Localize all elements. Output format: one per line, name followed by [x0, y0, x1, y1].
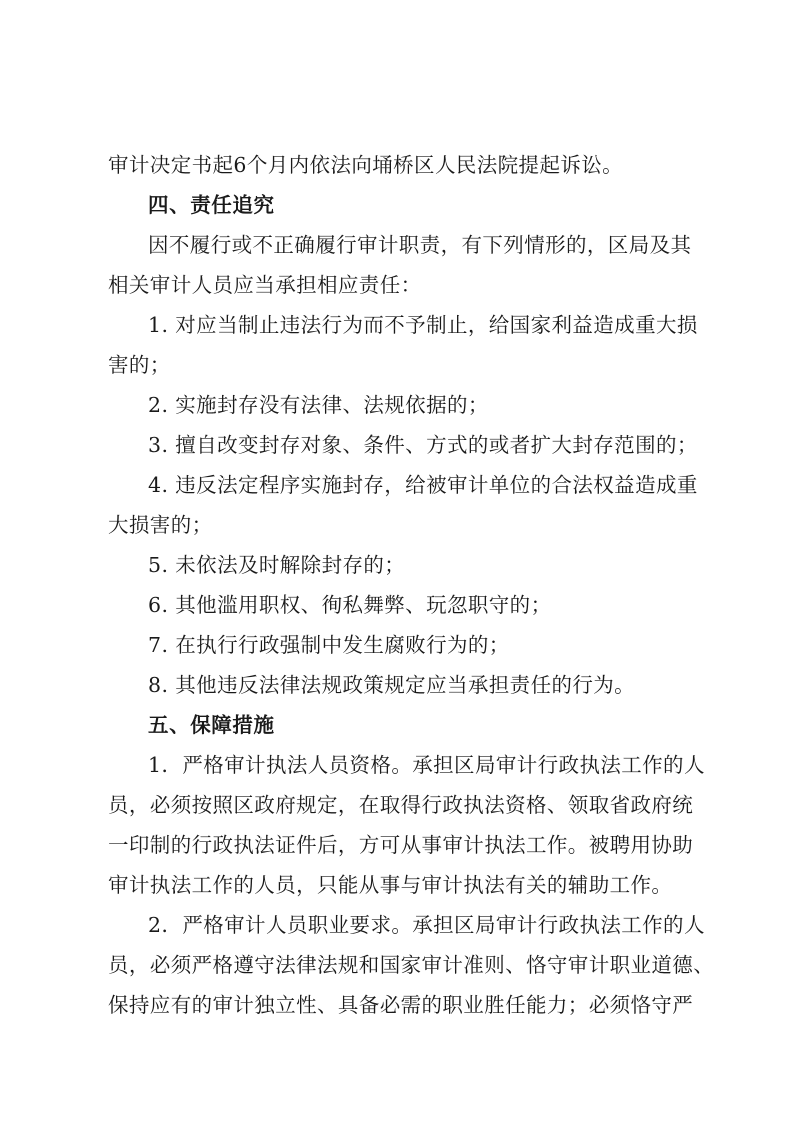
list-item: 1. 对应当制止违法行为而不予制止，给国家利益造成重大损	[148, 313, 698, 337]
body-line: 员，必须严格遵守法律法规和国家审计准则、恪守审计职业道德、	[108, 953, 715, 977]
list-item: 2．严格审计人员职业要求。承担区局审计行政执法工作的人	[148, 913, 705, 937]
list-item: 5. 未依法及时解除封存的；	[148, 553, 406, 577]
list-item: 2. 实施封存没有法律、法规依据的；	[148, 393, 489, 417]
list-item: 3. 擅自改变封存对象、条件、方式的或者扩大封存范围的；	[148, 433, 698, 457]
list-item: 8. 其他违反法律法规政策规定应当承担责任的行为。	[148, 673, 636, 697]
list-item: 6. 其他滥用职权、徇私舞弊、玩忽职守的；	[148, 593, 552, 617]
body-line: 害的；	[108, 353, 171, 377]
list-item: 7. 在执行行政强制中发生腐败行为的；	[148, 633, 510, 657]
section-heading-accountability: 四、责任追究	[148, 193, 275, 217]
list-item: 4. 违反法定程序实施封存，给被审计单位的合法权益造成重	[148, 473, 698, 497]
body-line: 一印制的行政执法证件后，方可从事审计执法工作。被聘用协助	[108, 833, 694, 857]
body-line: 审计执法工作的人员，只能从事与审计执法有关的辅助工作。	[108, 873, 673, 897]
body-line: 因不履行或不正确履行审计职责，有下列情形的，区局及其	[148, 233, 692, 257]
body-line: 员，必须按照区政府规定，在取得行政执法资格、领取省政府统	[108, 793, 694, 817]
body-line: 保持应有的审计独立性、具备必需的职业胜任能力；必须恪守严	[108, 993, 694, 1017]
body-line: 相关审计人员应当承担相应责任：	[108, 273, 422, 297]
body-line: 审计决定书起6个月内依法向埇桥区人民法院提起诉讼。	[108, 153, 624, 177]
list-item: 1．严格审计执法人员资格。承担区局审计行政执法工作的人	[148, 753, 705, 777]
body-line: 大损害的；	[108, 513, 213, 537]
section-heading-safeguards: 五、保障措施	[148, 713, 275, 737]
